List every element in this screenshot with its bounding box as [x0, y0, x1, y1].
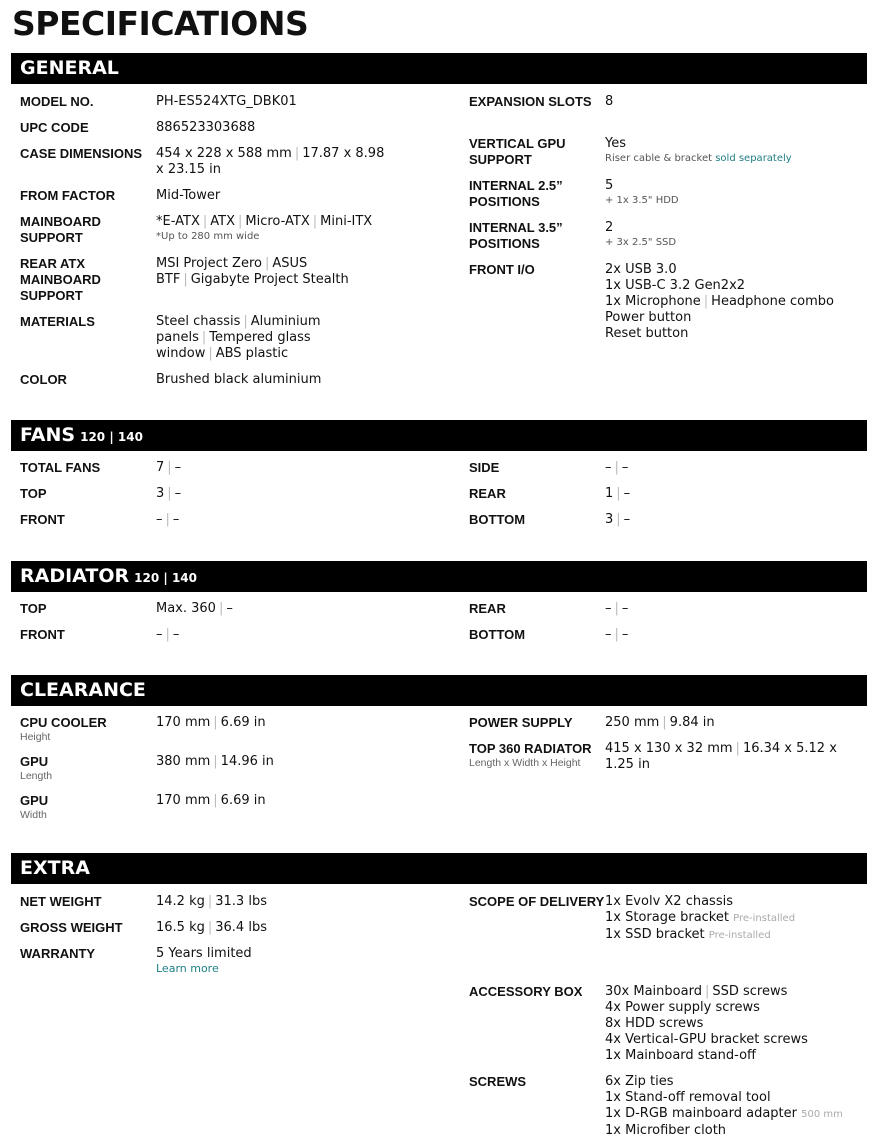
spec-row-front-radiator [20, 627, 440, 643]
spec-row-power-supply [469, 715, 867, 731]
spec-label: TOP [20, 486, 47, 501]
section-header-fans [11, 420, 867, 451]
spec-row-color [20, 372, 440, 388]
spec-value: 8 [605, 94, 614, 109]
spec-value: 1x Evolv X2 chassis 1x Storage bracket Pre-installed 1x SSD bracket Pre-installed [605, 894, 796, 942]
spec-value: 2 + 3x 2.5" SSD [605, 220, 867, 252]
spec-label: CPU COOLER Height [20, 715, 107, 743]
section-subtitle: 120 | 140 [80, 430, 143, 444]
spec-row-rear-radiator [469, 601, 867, 617]
spec-value: – | – [156, 512, 180, 527]
spec-row-bottom-radiator [469, 627, 867, 643]
spec-label: GPU Length [20, 754, 53, 782]
spec-row-scope [469, 894, 867, 944]
spec-row-bottom-fans [469, 512, 867, 528]
spec-row-internal-35 [469, 220, 867, 252]
spec-value: 170 mm | 6.69 in [156, 793, 266, 808]
spec-label: UPC CODE [20, 120, 89, 135]
spec-row-front-io [469, 262, 867, 342]
spec-label: FRONT [20, 627, 65, 642]
spec-value: 3 | – [156, 486, 182, 501]
spec-label: GROSS WEIGHT [20, 920, 123, 935]
section-subtitle: 120 | 140 [134, 571, 197, 585]
spec-row-front-fans [20, 512, 440, 528]
spec-label: INTERNAL 3.5” POSITIONS [469, 220, 563, 251]
section-header-clearance [11, 675, 867, 706]
spec-value: 30x Mainboard | SSD screws 4x Power supply screws 8x HDD screws 4x Vertical-GPU bracket screws 1x Mainboard stand-off [605, 984, 808, 1063]
spec-row-gpu-width [20, 793, 440, 822]
spec-value: 170 mm | 6.69 in [156, 715, 266, 730]
spec-value: 5 + 1x 3.5" HDD [605, 178, 867, 210]
spec-label: CASE DIMENSIONS [20, 146, 143, 161]
spec-label: SCOPE OF DELIVERY [469, 894, 605, 909]
spec-value: – | – [605, 627, 629, 642]
spec-note: + 3x 2.5" SSD [605, 237, 677, 248]
spec-row-gpu-length [20, 754, 440, 783]
spec-value: 14.2 kg | 31.3 lbs [156, 894, 267, 909]
spec-value: MSI Project Zero | ASUS BTF | Gigabyte Project Stealth [156, 256, 349, 287]
sold-separately-link[interactable]: sold separately [715, 153, 792, 164]
spec-value: Mid-Tower [156, 188, 221, 203]
spec-row-model [20, 94, 440, 110]
spec-row-top-radiator-clearance [469, 741, 867, 773]
spec-row-top-radiator [20, 601, 440, 617]
spec-value: 6x Zip ties 1x Stand-off removal tool 1x D-RGB mainboard adapter 500 mm 1x Microfiber cloth [605, 1074, 843, 1138]
spec-label: MATERIALS [20, 314, 95, 329]
spec-row-mainboard [20, 214, 440, 246]
spec-label: BOTTOM [469, 627, 526, 642]
spec-label: ACCESSORY BOX [469, 984, 583, 999]
spec-label: VERTICAL GPU SUPPORT [469, 136, 566, 167]
spec-label: FRONT I/O [469, 262, 535, 277]
spec-row-total-fans [20, 460, 440, 476]
spec-row-expansion [469, 94, 867, 110]
spec-value: 2x USB 3.0 1x USB-C 3.2 Gen2x2 1x Microphone | Headphone combo Power button Reset button [605, 262, 834, 341]
spec-label: REAR [469, 486, 506, 501]
spec-value: – | – [605, 460, 629, 475]
section-title: FANS [20, 424, 76, 446]
spec-value: – | – [605, 601, 629, 616]
spec-value: Yes Riser cable & bracket sold separately [605, 136, 867, 168]
spec-row-net-weight [20, 894, 440, 910]
spec-note: *Up to 280 mm wide [156, 231, 260, 242]
spec-row-warranty [20, 946, 440, 975]
spec-value: 3 | – [605, 512, 631, 527]
spec-label: MAINBOARD SUPPORT [20, 214, 101, 245]
section-header-general [11, 53, 867, 84]
spec-label: POWER SUPPLY [469, 715, 573, 730]
spec-label: FROM FACTOR [20, 188, 116, 203]
spec-label: INTERNAL 2.5” POSITIONS [469, 178, 563, 209]
section-title: RADIATOR [20, 565, 130, 587]
section-title: EXTRA [20, 857, 90, 879]
spec-value: *E-ATX | ATX | Micro-ATX | Mini-ITX *Up to 280 mm wide [156, 214, 396, 246]
spec-value: Brushed black aluminium [156, 372, 322, 387]
spec-label: EXPANSION SLOTS [469, 94, 592, 109]
spec-note: + 1x 3.5" HDD [605, 195, 679, 206]
spec-row-dimensions [20, 146, 440, 178]
spec-value: Max. 360 | – [156, 601, 233, 616]
spec-value: Steel chassis | Aluminium panels | Tempered glass window | ABS plastic [156, 314, 321, 361]
section-header-radiator [11, 561, 867, 592]
spec-value: 415 x 130 x 32 mm | 16.34 x 5.12 x 1.25 in [605, 741, 837, 772]
spec-row-accessory-box [469, 984, 867, 1064]
spec-row-top-fans [20, 486, 440, 502]
spec-value: 5 Years limited Learn more [156, 946, 396, 975]
section-general [11, 53, 867, 387]
spec-value: 454 x 228 x 588 mm | 17.87 x 8.98 x 23.15 in [156, 146, 385, 177]
spec-row-materials [20, 314, 440, 362]
section-clearance [11, 675, 867, 821]
spec-label: WARRANTY [20, 946, 96, 961]
spec-value: – | – [156, 627, 180, 642]
spec-label: NET WEIGHT [20, 894, 102, 909]
spec-label: REAR [469, 601, 506, 616]
spec-row-vertical-gpu [469, 136, 867, 168]
spec-label: SCREWS [469, 1074, 527, 1089]
section-title: GENERAL [20, 57, 119, 79]
spec-label: GPU Width [20, 793, 49, 821]
spec-row-form-factor [20, 188, 440, 204]
spec-label: MODEL NO. [20, 94, 94, 109]
spec-row-rear-fans [469, 486, 867, 502]
spec-label: SIDE [469, 460, 500, 475]
spec-value: 1 | – [605, 486, 631, 501]
spec-value: 380 mm | 14.96 in [156, 754, 274, 769]
spec-value: 886523303688 [156, 120, 256, 135]
spec-value: 7 | – [156, 460, 182, 475]
spec-value: 16.5 kg | 36.4 lbs [156, 920, 267, 935]
spec-row-rear-atx [20, 256, 440, 304]
spec-row-screws [469, 1074, 867, 1139]
page-title: SPECIFICATIONS [12, 4, 309, 43]
section-title: CLEARANCE [20, 679, 146, 701]
learn-more-link[interactable]: Learn more [156, 962, 219, 975]
spec-label: TOTAL FANS [20, 460, 101, 475]
spec-row-upc [20, 120, 440, 136]
spec-row-internal-25 [469, 178, 867, 210]
spec-value: 250 mm | 9.84 in [605, 715, 715, 730]
spec-label: REAR ATX MAINBOARD SUPPORT [20, 256, 101, 303]
spec-label: TOP [20, 601, 47, 616]
spec-label: TOP 360 RADIATOR Length x Width x Height [469, 741, 592, 769]
section-extra [11, 853, 867, 1138]
spec-row-cpu-cooler [20, 715, 440, 744]
spec-label: COLOR [20, 372, 67, 387]
spec-label: BOTTOM [469, 512, 526, 527]
spec-value: PH-ES524XTG_DBK01 [156, 94, 297, 109]
spec-note: Riser cable & bracket sold separately [605, 153, 792, 164]
spec-row-side-fans [469, 460, 867, 476]
section-fans [11, 420, 867, 527]
section-header-extra [11, 853, 867, 884]
spec-row-gross-weight [20, 920, 440, 936]
section-radiator [11, 561, 867, 642]
spec-label: FRONT [20, 512, 65, 527]
